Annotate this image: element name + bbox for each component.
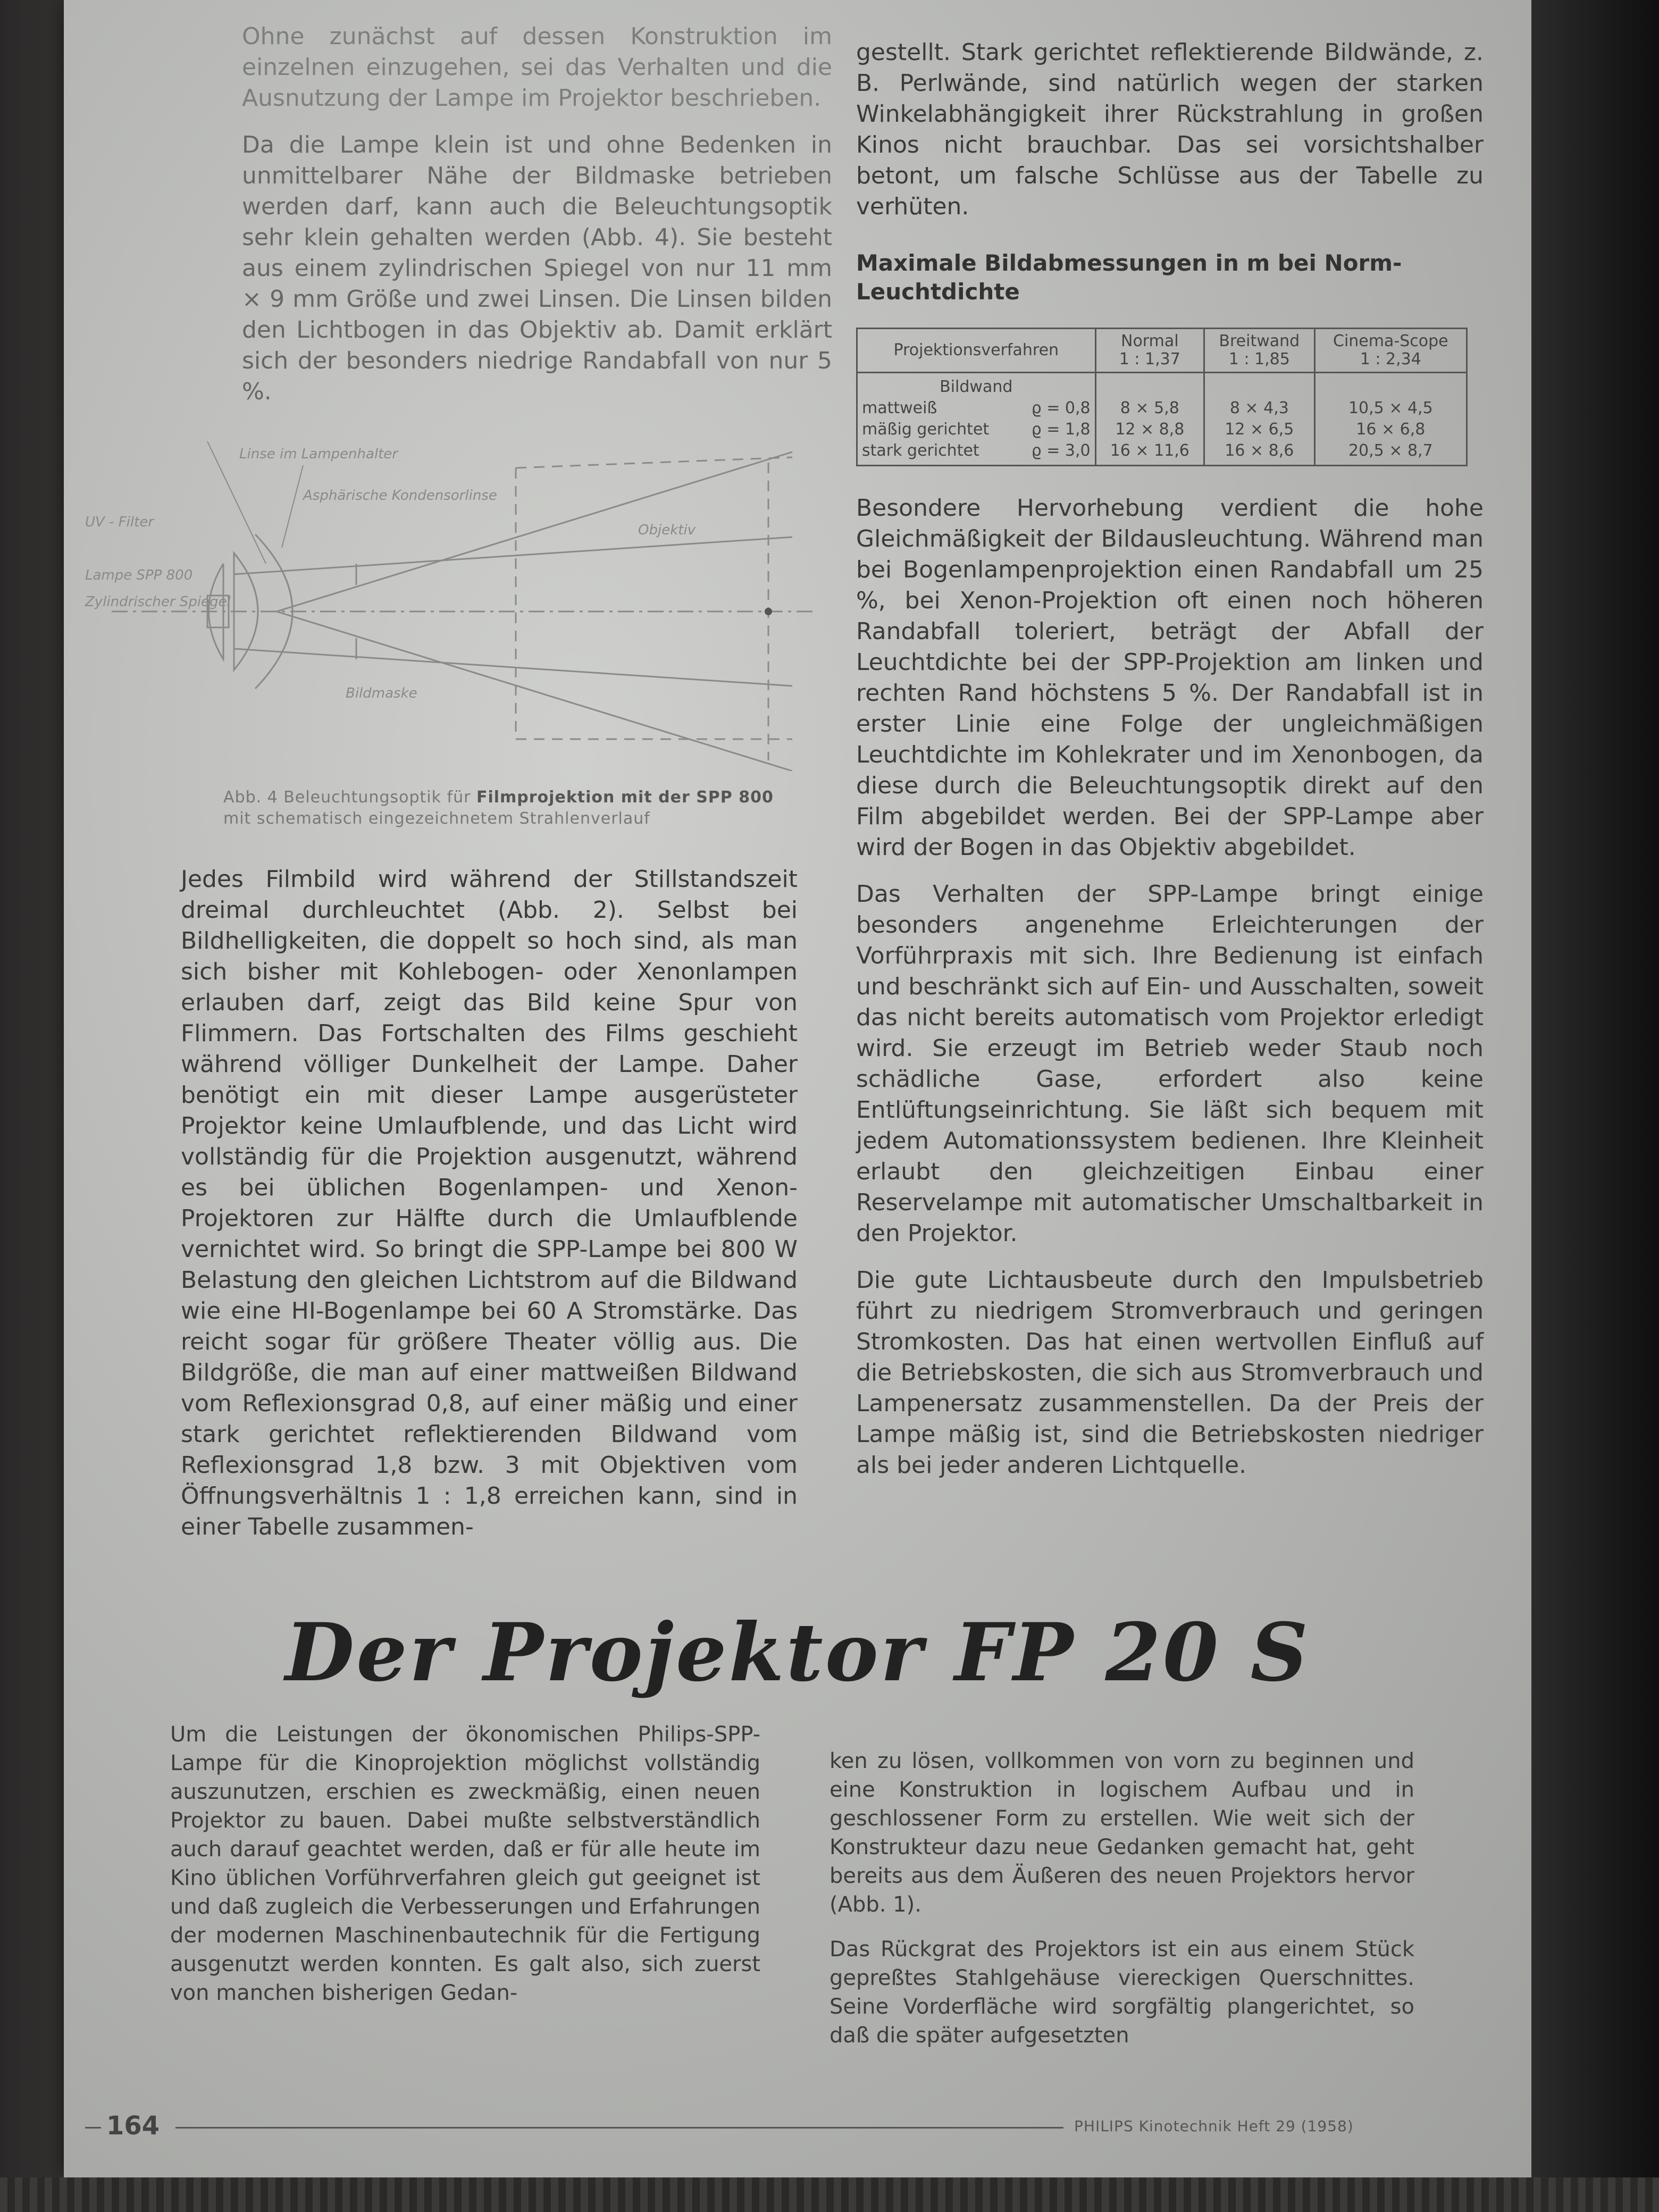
page-number: 164 — [106, 2111, 160, 2141]
desk-surface — [0, 2177, 1659, 2212]
caption-line2: mit schematisch eingezeichnetem Strahlenverlauf — [223, 809, 650, 828]
table-header-row — [857, 329, 1467, 373]
page-edge-shadow — [1531, 0, 1659, 2212]
footer-source: PHILIPS Kinotechnik Heft 29 (1958) — [1074, 2117, 1354, 2135]
section-heading: Der Projektor FP 20 S — [285, 1606, 1310, 1699]
paragraph: Da die Lampe klein ist und ohne Bedenken in unmittelbarer Nähe der Bildmaske betrieben werden darf, kann auch die Beleuchtungsoptik sehr klein gehalten werden (Abb. 4). Sie besteht aus einem zylindrischen Spiegel von nur 11 mm × 9 mm Größe und zwei Linsen. Die Linsen bilden den Lichtbogen in das Objektiv ab. Damit erklärt sich der besonders niedrige Randabfall von nur 5 %. — [242, 131, 832, 405]
paragraph: Um die Leistungen der ökonomischen Philips-SPP-Lampe für die Kinoprojektion möglichst vollständig auszunutzen, erschien es zweckmäßig, einen neuen Projektor zu bauen. Dabei mußte selbstverständlich auch darauf geachtet werden, daß er für alle heute im Kino üblichen Vorführverfahren gleich gut geeignet ist und daß zugleich die Verbesserungen und Erfahrungen der modernen Maschinenbautechnik für die Fertigung ausgenutzt werden konnten. Es galt also, sich zuerst von manchen bisherigen Gedan- — [170, 1722, 760, 2005]
table-col-cinemascope: Cinema-Scope 1 : 2,34 — [1314, 329, 1467, 373]
paragraph: Jedes Filmbild wird während der Stillstandszeit dreimal durchleuchtet (Abb. 2). Selbst bei Bildhelligkeiten, die doppelt so hoch sind, als man sich bisher mit Kohlebogen- oder Xenonlampen erlauben darf, zeigt das Bild keine Spur von Flimmern. Das Fortschalten des Films geschieht während völliger Dunkelheit der Lampe. Daher benötigt ein mit dieser Lampe ausgerüsteter Projektor keine Umlaufblende, und das Licht wird vollständig für die Projektion ausgenutzt, während es bei üblichen Bogenlampen- und Xenon-Projektoren zur Hälfte durch die Umlaufblende vernichtet wird. So bringt die SPP-Lampe bei 800 W Belastung den gleichen Lichtstrom auf die Bildwand wie eine HI-Bogenlampe bei 60 A Stromstärke. Das reicht sogar für größere Theater völlig aus. Die Bildgröße, die man auf einer mattweißen Bildwand vom Reflexionsgrad 0,8, auf einer mäßig und einer stark gerichtet reflektierenden Bildwand vom Reflexionsgrad 1,8 bzw. 3 mit Objektiven vom Öffnungsverhältnis 1 : 1,8 erreichen kann, sind in einer Tabelle zusammen- — [181, 866, 798, 1540]
right-column — [856, 37, 1484, 1497]
left-column-bottom — [181, 864, 798, 1559]
table-col-normal: Normal 1 : 1,37 — [1095, 329, 1204, 373]
bottom-right-column — [830, 1747, 1414, 2066]
values-normal: 8 × 5,8 12 × 8,8 16 × 11,6 — [1095, 373, 1204, 466]
values-breitwand: 8 × 4,3 12 × 6,5 16 × 8,6 — [1204, 373, 1315, 466]
row-labels-cell: Bildwand mattweiß ϱ = 0,8 mäßig gerichtet ϱ = 1,8 stark gerichtet ϱ = 3,0 — [857, 373, 1096, 466]
label-kondensor: Asphärische Kondensorlinse — [303, 488, 497, 504]
values-cinemascope: 10,5 × 4,5 16 × 6,8 20,5 × 8,7 — [1314, 373, 1467, 466]
footer-rule — [175, 2127, 1063, 2129]
footer-rule-left — [85, 2127, 101, 2129]
label-objektiv: Objektiv — [638, 522, 696, 538]
paragraph: ken zu lösen, vollkommen von vorn zu beginnen und eine Konstruktion in logischem Aufbau und in geschlossener Form zu erstellen. Wie weit sich der Konstrukteur dazu neue Gedanken gemacht hat, geht bereits aus dem Äußeren des neuen Projektors hervor (Abb. 1). — [830, 1749, 1414, 1917]
table-col-header: Projektionsverfahren — [857, 329, 1096, 373]
optics-diagram — [80, 441, 824, 771]
focus-point — [765, 608, 772, 615]
group-label: Bildwand — [940, 378, 1013, 396]
paragraph: Das Verhalten der SPP-Lampe bringt einige besonders angenehme Erleichterungen der Vorführpraxis mit sich. Ihre Bedienung ist einfach und beschränkt sich auf Ein- und Ausschalten, soweit das nicht bereits automatisch vom Projektor erledigt wird. Sie erzeugt im Betrieb weder Staub noch schädliche Gase, erfordert also keine Entlüftungseinrichtung. Sie läßt sich bequem mit jedem Automationssystem bedienen. Ihre Kleinheit erlaubt den gleichzeitigen Einbau einer Reservelampe mit automatischer Umschaltbarkeit in den Projektor. — [856, 881, 1484, 1247]
paragraph: gestellt. Stark gerichtet reflektierende Bildwände, z. B. Perlwände, sind natürlich wegen der starken Winkelabhängigkeit ihrer Rückstrahlung in großen Kinos nicht brauchbar. Das sei vorsichtshalber betont, um falsche Schlüsse aus der Tabelle zu verhüten. — [856, 39, 1484, 220]
image-size-table — [856, 328, 1468, 466]
figure-caption — [223, 787, 819, 830]
bottom-left-column — [170, 1720, 760, 2023]
page-footer — [85, 2111, 1468, 2143]
paragraph: Besondere Hervorhebung verdient die hohe Gleichmäßigkeit der Bildausleuchtung. Während man bei Bogenlampenprojektion einen Randabfall um 25 %, bei Xenon-Projektion oft einen noch höheren Randabfall toleriert, beträgt der Abfall der Leuchtdichte bei der SPP-Projektion am linken und rechten Rand höchstens 5 %. Der Randabfall ist in erster Linie eine Folge der ungleichmäßigen Leuchtdichte im Kohlekrater und im Xenonbogen, da diese durch die Beleuchtungsoptik direkt auf den Film abgebildet werden. Bei der SPP-Lampe aber wird der Bogen in das Objektiv abgebildet. — [856, 495, 1484, 861]
caption-prefix: Abb. 4 Beleuchtungsoptik für — [223, 788, 471, 807]
left-column-top — [242, 21, 832, 423]
paragraph: Ohne zunächst auf dessen Konstruktion im einzelnen einzugehen, sei das Verhalten und die Ausnutzung der Lampe im Projektor beschrieben. — [242, 23, 832, 112]
label-linse: Linse im Lampenhalter — [239, 446, 398, 462]
label-uv-filter: UV - Filter — [85, 514, 154, 530]
caption-bold: Filmprojektion mit der SPP 800 — [476, 788, 774, 807]
label-bildmaske: Bildmaske — [346, 685, 417, 701]
paragraph: Die gute Lichtausbeute durch den Impulsbetrieb führt zu niedrigem Stromverbrauch und geringen Stromkosten. Das hat einen wertvollen Einfluß auf die Betriebskosten, die sich aus Stromverbrauch und Lampenersatz zusammenstellen. Da der Preis der Lampe mäßig ist, sind die Betriebskosten niedriger als bei jeder anderen Lichtquelle. — [856, 1267, 1484, 1479]
table-row — [857, 373, 1467, 466]
label-spiegel: Zylindrischer Spiegel — [85, 594, 231, 610]
label-lampe: Lampe SPP 800 — [85, 567, 193, 583]
table-col-breitwand: Breitwand 1 : 1,85 — [1204, 329, 1315, 373]
paragraph: Das Rückgrat des Projektors ist ein aus einem Stück gepreßtes Stahlgehäuse viereckigen Querschnittes. Seine Vorderfläche wird sorgfältig plangerichtet, so daß die später aufgesetzten — [830, 1937, 1414, 2048]
table-title: Maximale Bildabmessungen in m bei Norm-Leuchtdichte — [856, 250, 1402, 305]
